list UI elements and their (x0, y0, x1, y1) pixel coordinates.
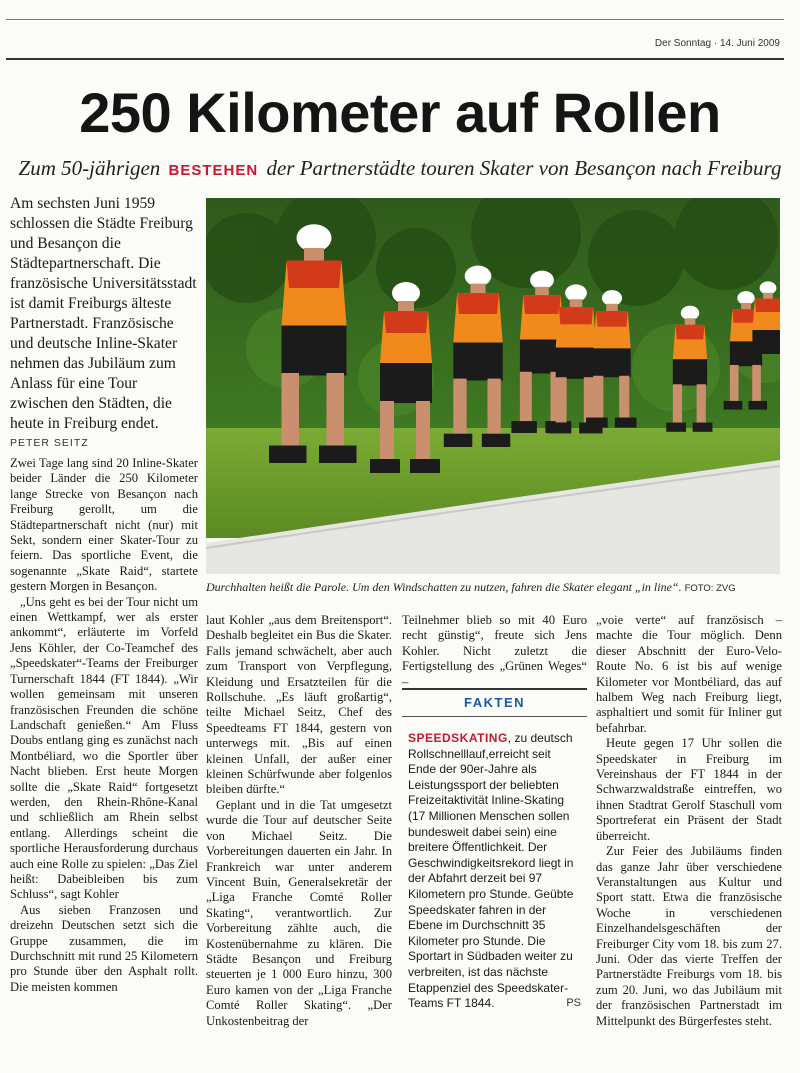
body-paragraph: „Uns geht es bei der Tour nicht um einen Wettkampf, wer als erster ankommt“, erläuterte im Vorfeld Jens Köhler, der Co-Teamchef des „Speedskater“-Teams der Freiburger Turnerschaft 1844 (FT 1844). „Wir wollen gemeinsam mit unseren französischen Freunden die schöne Landschaft genießen.“ Am Fluss Doubs entlang ging es zunächst nach Montbéliard, wo die Sportler über Nacht blieben. Erst heute Morgen sollte die „Skate Raid“ fortgesetzt werden, den Rhein-Rhône-Kanal und schließlich am Rhein selbst entlang. Allerdings scheint die sportliche Herausforderung durchaus auch eine Rolle zu spielen: „Das Ziel heißt: Dabeibleiben bis zum Schluss“, sagt Kohler (10, 594, 198, 902)
lead-text: Am sechsten Juni 1959 schlossen die Städte Freiburg und Besançon die Städtepartnerschaft. Die französische Universitätsstadt ist damit Freiburgs älteste Partnerstadt. Französische und deutsche Inline-Skater nehmen das Jubiläum zum Anlass für eine Tour zwischen den Städten, die heute in Freiburg endet. (10, 195, 197, 432)
lead-paragraph (10, 194, 198, 434)
caption-text: Durchhalten heißt die Parole. Um den Windschatten zu nutzen, fahren die Skater elegant „in line“. (206, 580, 682, 594)
body-paragraph: laut Kohler „aus dem Breitensport“. Deshalb begleitet ein Bus die Skater. Falls jemand schwächelt, aber auch zum Transport von Verpflegung, Kleidung und Ersatzteilen für die Rollschuhe. „Es läuft großartig“, teilte Michael Seitz, Chef des Speedteams FT 1844, gestern von unterwegs mit. „Bis auf einen kleinen Unfall, der außer einer kleinen Schürfwunde aber folgenlos bleiben dürfte.“ (206, 613, 392, 797)
body-paragraph: Aus sieben Franzosen und dreizehn Deutschen setzt sich die Gruppe zusammen, die im Durchschnitt mit rund 25 Kilometern pro Stunde über den Asphalt rollt. Die meisten kommen (10, 902, 198, 994)
subhead-after: der Partnerstädte touren Skater von Besançon nach Freiburg (266, 156, 782, 180)
facts-keyword: SPEEDSKATING (408, 731, 508, 745)
photo-caption (206, 580, 780, 595)
facts-box (402, 688, 587, 1033)
facts-body (402, 731, 587, 1012)
author-byline: PETER SEITZ (10, 437, 89, 449)
body-paragraph: Heute gegen 17 Uhr sollen die Speedskater in Freiburg im Vereinshaus der FT 1844 in der Schwarzwaldstraße eintreffen, wo ihnen Stadtrat Gerolf Staschull vom Sportreferat ein Präsent der Stadt überreicht. (596, 736, 782, 843)
facts-signature: PS (566, 997, 581, 1010)
top-rule (6, 19, 784, 20)
subhead-keyword: BESTEHEN (168, 162, 259, 179)
facts-text: , zu deutsch Rollschnelllauf,erreicht seit Ende der 90er-Jahre als Leistungssport der beliebten Freizeitaktivität Inline-Skating (17 Millionen Menschen sollen bundesweit dabei sein) eine breitere Öffentlichkeit. Der Geschwindigkeitsrekord liegt in der Abfahrt derzeit bei 97 Kilometern pro Stunde. Geübte Speedskater fahren in der Ebene im Durchschnitt 35 Kilometer pro Stunde. Die Sportart in Südbaden weiter zu verbreiten, ist das nächste Etappenziel des Speedskater-Teams FT 1844. (408, 731, 574, 1011)
body-column-3 (402, 613, 587, 690)
body-column-1 (10, 456, 198, 995)
body-column-4 (596, 613, 782, 1029)
body-column-2 (206, 613, 392, 1029)
body-paragraph: Teilnehmer blieb so mit 40 Euro recht günstig“, freute sich Jens Kohler. Nicht zuletzt die Fertigstellung des „Grünen Weges“ – (402, 613, 587, 689)
subhead (0, 156, 800, 181)
dateline: Der Sonntag · 14. Juni 2009 (654, 38, 780, 49)
body-paragraph: Geplant und in die Tat umgesetzt wurde die Tour auf deutscher Seite von Michael Seitz. Die Vorbereitungen dauerten ein Jahr. In Frankreich war unter anderem Vincent Buin, Generalsekretär der „Liga Franche Comté Roller Skating“, verantwortlich. Zur Vorbereitung zählte auch, die Kostenübernahme zu klären. Die Städte Besançon und Freiburg steuerten je 1 000 Euro hinzu, 300 Euro kamen von der „Liga Franche Comté Roller Skating“. „Der Unkostenbeitrag der (206, 797, 392, 1028)
body-paragraph: Zur Feier des Jubiläums finden das ganze Jahr über verschiedene Veranstaltungen aus Kultur und Sport statt. Etwa die französische Woche in verschiedenen Einzelhandelsgeschäften der Freiburger City vom 18. bis zum 27. Juni. Oder das vierte Treffen der Partnerstädte Freiburgs vom 18. bis zum 20. Juni, wo das Jubiläum mit der französischen Partnerstadt im Mittelpunkt des Bürgerfestes steht. (596, 844, 782, 1028)
headline: 250 Kilometer auf Rollen (79, 81, 721, 144)
photo-credit: FOTO: ZVG (684, 583, 736, 594)
masthead-rule (6, 58, 784, 60)
skater-photo-illustration (206, 198, 780, 574)
skater-photo (206, 198, 780, 574)
body-paragraph: Zwei Tage lang sind 20 Inline-Skater beider Länder die 250 Kilometer lange Strecke von Besançon nach Freiburg gerollt, um die Städtepartnerschaft nicht (nur) mit Sekt, sondern einer Skater-Tour zu feiern. Das sportliche Event, die sogenannte „Skate Raid“, startete gestern Morgen in Besançon. (10, 456, 198, 594)
facts-title: FAKTEN (402, 688, 587, 717)
body-paragraph: „voie verte“ auf französisch – machte die Tour möglich. Denn dieser Abschnitt der Euro-Velo-Route No. 6 ist bis auf wenige Kilometer vor Montbéliard, das auf halbem Weg nach Freiburg liegt, asphaltiert und somit für Inliner gut befahrbar. (596, 613, 782, 735)
subhead-before: Zum 50-jährigen (18, 156, 161, 180)
